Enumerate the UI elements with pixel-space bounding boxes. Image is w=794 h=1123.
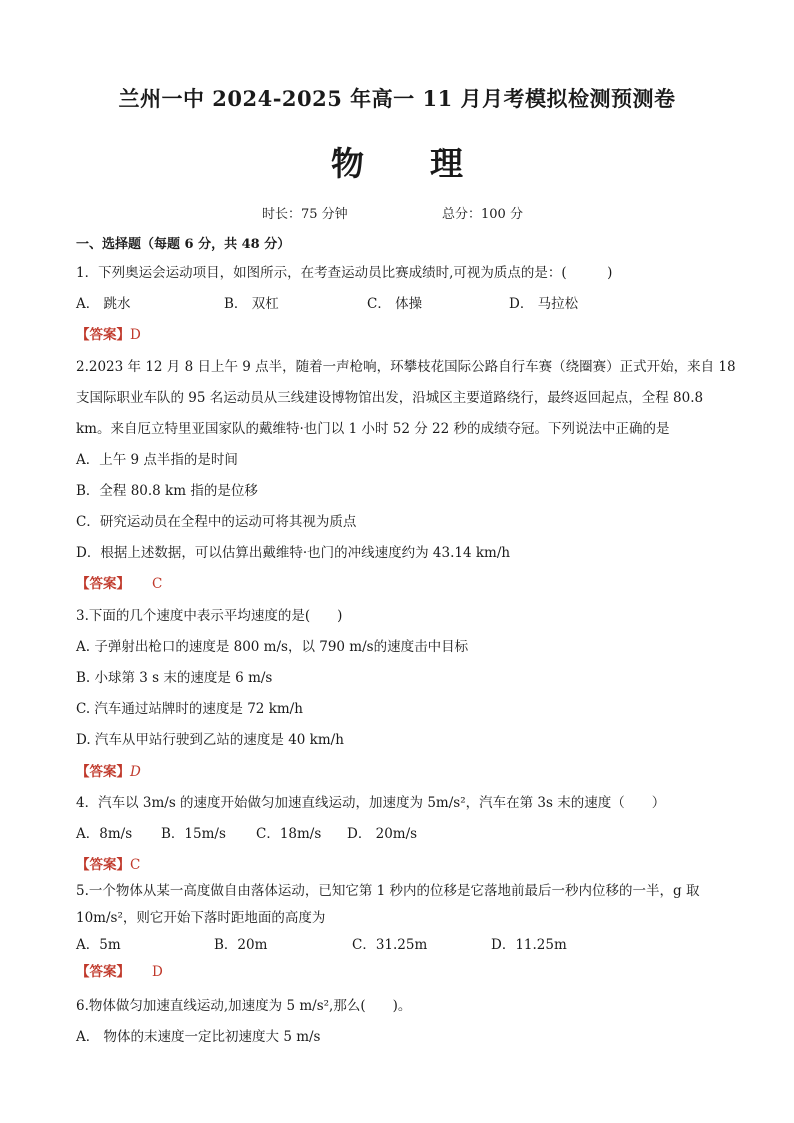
q4-stem: 4．汽车以 3m/s 的速度开始做匀加速直线运动，加速度为 5m/s²，汽车在第 3s 末的速度（ ） <box>76 795 666 811</box>
q5-line1: 5.一个物体从某一高度做自由落体运动，已知它第 1 秒内的位移是它落地前最后一秒内位移的一半，g 取 <box>76 883 700 899</box>
q4-option-c: C．18m/s <box>256 826 322 842</box>
q6-stem: 6.物体做匀加速直线运动,加速度为 5 m/s²,那么( )。 <box>76 998 412 1014</box>
q2-option-a: A．上午 9 点半指的是时间 <box>76 452 238 468</box>
answer-value: D <box>130 764 141 780</box>
q4-option-a: A．8m/s <box>76 826 133 842</box>
answer-label: 【答案】 <box>76 764 130 780</box>
answer-value: C <box>152 576 163 592</box>
q1-option-b: B． 双杠 <box>224 296 279 312</box>
answer-label: 【答案】 <box>76 327 130 343</box>
q6-option-a: A． 物体的末速度一定比初速度大 5 m/s <box>76 1029 321 1045</box>
q2-line1: 2.2023 年 12 月 8 日上午 9 点半，随着一声枪响，环攀枝花国际公路自行车赛（绕圈赛）正式开始，来自 18 <box>76 359 736 375</box>
q4-option-b: B．15m/s <box>161 826 226 842</box>
answer-label: 【答案】 <box>76 857 130 873</box>
q5-answer <box>76 960 163 980</box>
q3-option-a: A. 子弹射出枪口的速度是 800 m/s，以 790 m/s的速度击中目标 <box>76 639 469 655</box>
q2-answer <box>76 572 162 592</box>
section-heading: 一、选择题（每题 6 分，共 48 分） <box>76 237 291 252</box>
q4-option-d: D． 20m/s <box>347 826 418 842</box>
q1-option-a: A． 跳水 <box>76 296 131 312</box>
q2-line3: km。来自厄立特里亚国家队的戴维特·也门以 1 小时 52 分 22 秒的成绩夺冠。下列说法中正确的是 <box>76 421 670 437</box>
q3-option-c: C. 汽车通过站牌时的速度是 72 km/h <box>76 701 303 717</box>
subject-title: 物 理 <box>331 144 463 183</box>
q3-stem: 3.下面的几个速度中表示平均速度的是( ) <box>76 608 343 624</box>
q1-option-d: D． 马拉松 <box>509 296 579 312</box>
q1-option-c: C． 体操 <box>367 296 423 312</box>
q5-option-d: D．11.25m <box>491 937 567 953</box>
answer-value: D <box>130 327 141 343</box>
answer-value: C <box>130 857 141 873</box>
q1-answer <box>76 323 141 343</box>
q5-option-b: B．20m <box>214 937 268 953</box>
q2-option-c: C．研究运动员在全程中的运动可将其视为质点 <box>76 514 357 530</box>
q3-option-d: D. 汽车从甲站行驶到乙站的速度是 40 km/h <box>76 732 344 748</box>
q2-option-d: D．根据上述数据，可以估算出戴维特·也门的冲线速度约为 43.14 km/h <box>76 545 511 561</box>
answer-label: 【答案】 <box>76 964 130 980</box>
q3-option-b: B. 小球第 3 s 末的速度是 6 m/s <box>76 670 273 686</box>
q3-answer <box>76 760 141 780</box>
answer-value: D <box>152 964 163 980</box>
q5-option-c: C．31.25m <box>352 937 428 953</box>
q1-stem: 1．下列奥运会运动项目，如图所示，在考查运动员比赛成绩时,可视为质点的是：( ) <box>76 265 613 281</box>
page-title: 兰州一中 2024-2025 年高一 11 月月考模拟检测预测卷 <box>118 86 676 111</box>
q2-line2: 支国际职业车队的 95 名运动员从三线建设博物馆出发，沿城区主要道路绕行，最终返回起点，全程 80.8 <box>76 390 704 406</box>
q4-answer <box>76 853 140 873</box>
q2-option-b: B．全程 80.8 km 指的是位移 <box>76 483 258 499</box>
q5-line2: 10m/s²，则它开始下落时距地面的高度为 <box>76 910 326 926</box>
total-score: 总分：100 分 <box>442 207 523 222</box>
duration: 时长：75 分钟 <box>262 207 348 222</box>
answer-label: 【答案】 <box>76 576 130 592</box>
q5-option-a: A．5m <box>76 937 121 953</box>
